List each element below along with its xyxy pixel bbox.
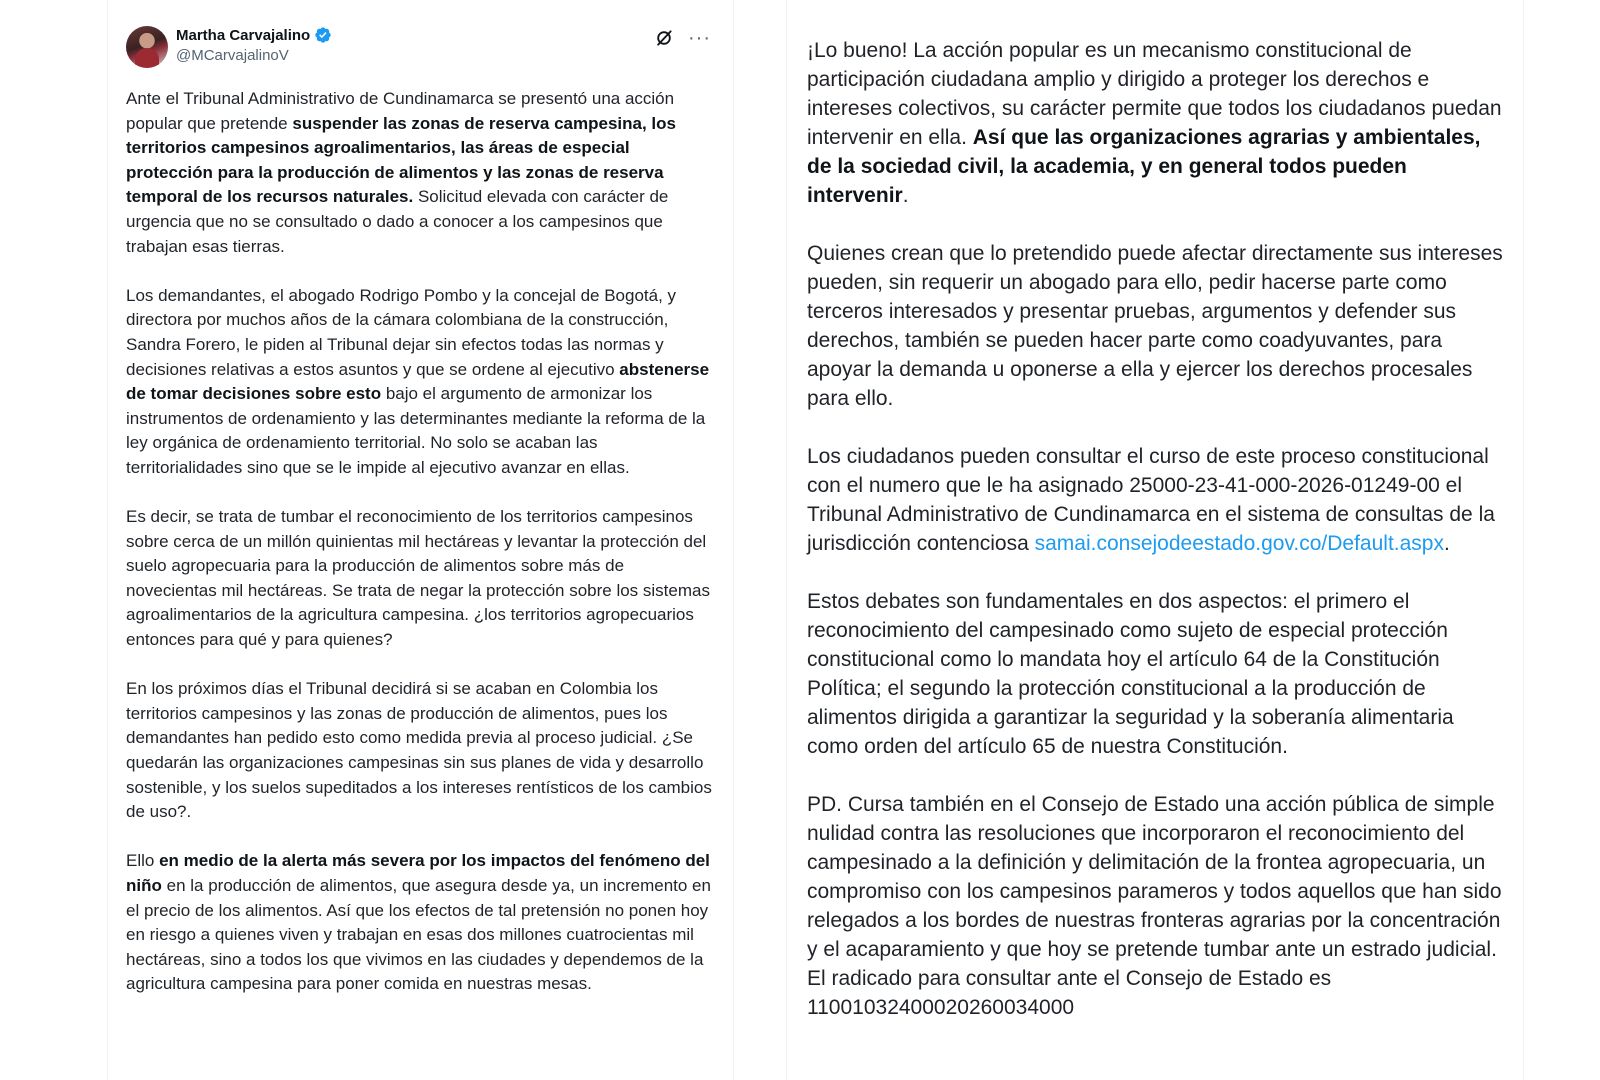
tweet-paragraph-2: Los demandantes, el abogado Rodrigo Pombo y la concejal de Bogotá, y directora por muchos años de la cámara colombiana de la construcción, Sandra Forero, le piden al Tribunal dejar sin efectos todas las normas y decisiones relativas a estos asuntos y que se ordene al ejecutivo abstenerse de tomar decisiones sobre esto bajo el argumento de armonizar los instrumentos de ordenamiento y las determinantes mediante la reforma de la ley orgánica de ordenamiento territorial. No solo se acaban las territorialidades sino que se le impide al ejecutivo avanzar en ellas. [126, 285, 710, 477]
header-actions [654, 28, 711, 48]
more-options-icon[interactable]: ··· [688, 27, 711, 49]
tweet-header [126, 22, 717, 72]
tweet-panel-left [107, 0, 734, 1080]
tweet-paragraph-5: Ello en medio de la alerta más severa por los impactos del fenómeno del niño en la producción de alimentos, que asegura desde ya, un incremento en el precio de los alimentos. Así que los efectos de tal pretensión no ponen hoy en riesgo a quienes viven y trabajan en esas dos millones cuatrocientas mil hectáreas, sino a todos los que vivimos en las ciudades y dependemos de la agricultura campesina para poner comida en nuestras mesas. [126, 851, 711, 994]
tweet-text-left [126, 87, 717, 997]
name-row [176, 26, 332, 44]
display-name[interactable]: Martha Carvajalino [176, 26, 311, 44]
handle[interactable]: @MCarvajalinoV [176, 47, 289, 64]
user-block [176, 26, 332, 64]
samai-link[interactable]: samai.consejodeestado.gov.co/Default.aspx [1034, 532, 1444, 555]
tweet-text-right [807, 36, 1513, 1022]
tweet-paragraph-7: Quienes crean que lo pretendido puede afectar directamente sus intereses pueden, sin requerir un abogado para ello, pedir hacerse parte como terceros interesados y presentar pruebas, argumentos y defender sus derechos, también se pueden hacer parte como coadyuvantes, para apoyar la demanda u oponerse a ella y ejercer los derechos procesales para ello. [807, 242, 1503, 410]
tweet-paragraph-6: ¡Lo bueno! La acción popular es un mecanismo constitucional de participación ciudadana amplio y dirigido a proteger los derechos e intereses colectivos, su carácter permite que todos los ciudadanos puedan intervenir en ella. Así que las organizaciones agrarias y ambientales, de la sociedad civil, la academia, y en general todos pueden intervenir. [807, 39, 1502, 207]
grok-icon[interactable] [654, 28, 674, 48]
tweet-paragraph-3: Es decir, se trata de tumbar el reconocimiento de los territorios campesinos sobre cerca de un millón quinientas mil hectáreas y levantar la protección del suelo agropecuaria para la producción de alimentos sobre más de novecientas mil hectáreas. Se trata de negar la protección sobre los sistemas agroalimentarios de la agricultura campesina. ¿los territorios agropecuarios entonces para qué y para quienes? [126, 507, 710, 650]
tweet-paragraph-1: Ante el Tribunal Administrativo de Cundinamarca se presentó una acción popular que pretende suspender las zonas de reserva campesina, los territorios campesinos agroalimentarios, las áreas de especial protección para la producción de alimentos y las zonas de reserva temporal de los recursos naturales. Solicitud elevada con carácter de urgencia que no se consultado o dado a conocer a los campesinos que trabajan esas tierras. [126, 89, 676, 256]
tweet-paragraph-10: PD. Cursa también en el Consejo de Estado una acción pública de simple nulidad contra las resoluciones que incorporaron el reconocimiento del campesinado a la definición y delimitación de la frontea agropecuaria, un compromiso con los campesinos parameros y todos aquellos que han sido relegados a los bordes de nuestras fronteras agrarias por la concentración y el acaparamiento y que hoy se pretende tumbar ante un estrado judicial. El radicado para consultar ante el Consejo de Estado es 11001032400020260034000 [807, 793, 1502, 1019]
avatar[interactable] [126, 26, 168, 68]
tweet-paragraph-4: En los próximos días el Tribunal decidirá si se acaban en Colombia los territorios campesinos y las zonas de producción de alimentos, pues los demandantes han pedido esto como medida previa al proceso judicial. ¿Se quedarán las organizaciones campesinas sin sus planes de vida y desarrollo sostenible, y los suelos supeditados a los intereses rentísticos de los cambios de uso?. [126, 679, 712, 822]
verified-badge-icon [314, 26, 332, 44]
tweet-paragraph-9: Estos debates son fundamentales en dos aspectos: el primero el reconocimiento del campesinado como sujeto de especial protección constitucional como lo mandata hoy el artículo 64 de la Constitución Política; el segundo la protección constitucional a la producción de alimentos dirigida a garantizar la seguridad y la soberanía alimentaria como orden del artículo 65 de nuestra Constitución. [807, 590, 1454, 758]
tweet-panel-right [786, 0, 1524, 1080]
tweet-paragraph-8: Los ciudadanos pueden consultar el curso de este proceso constitucional con el numero que le ha asignado 25000-23-41-000-2026-01249-00 el Tribunal Administrativo de Cundinamarca en el sistema de consultas de la jurisdicción contenciosa samai.consejodeestado.gov.co/Default.aspx. [807, 445, 1495, 555]
